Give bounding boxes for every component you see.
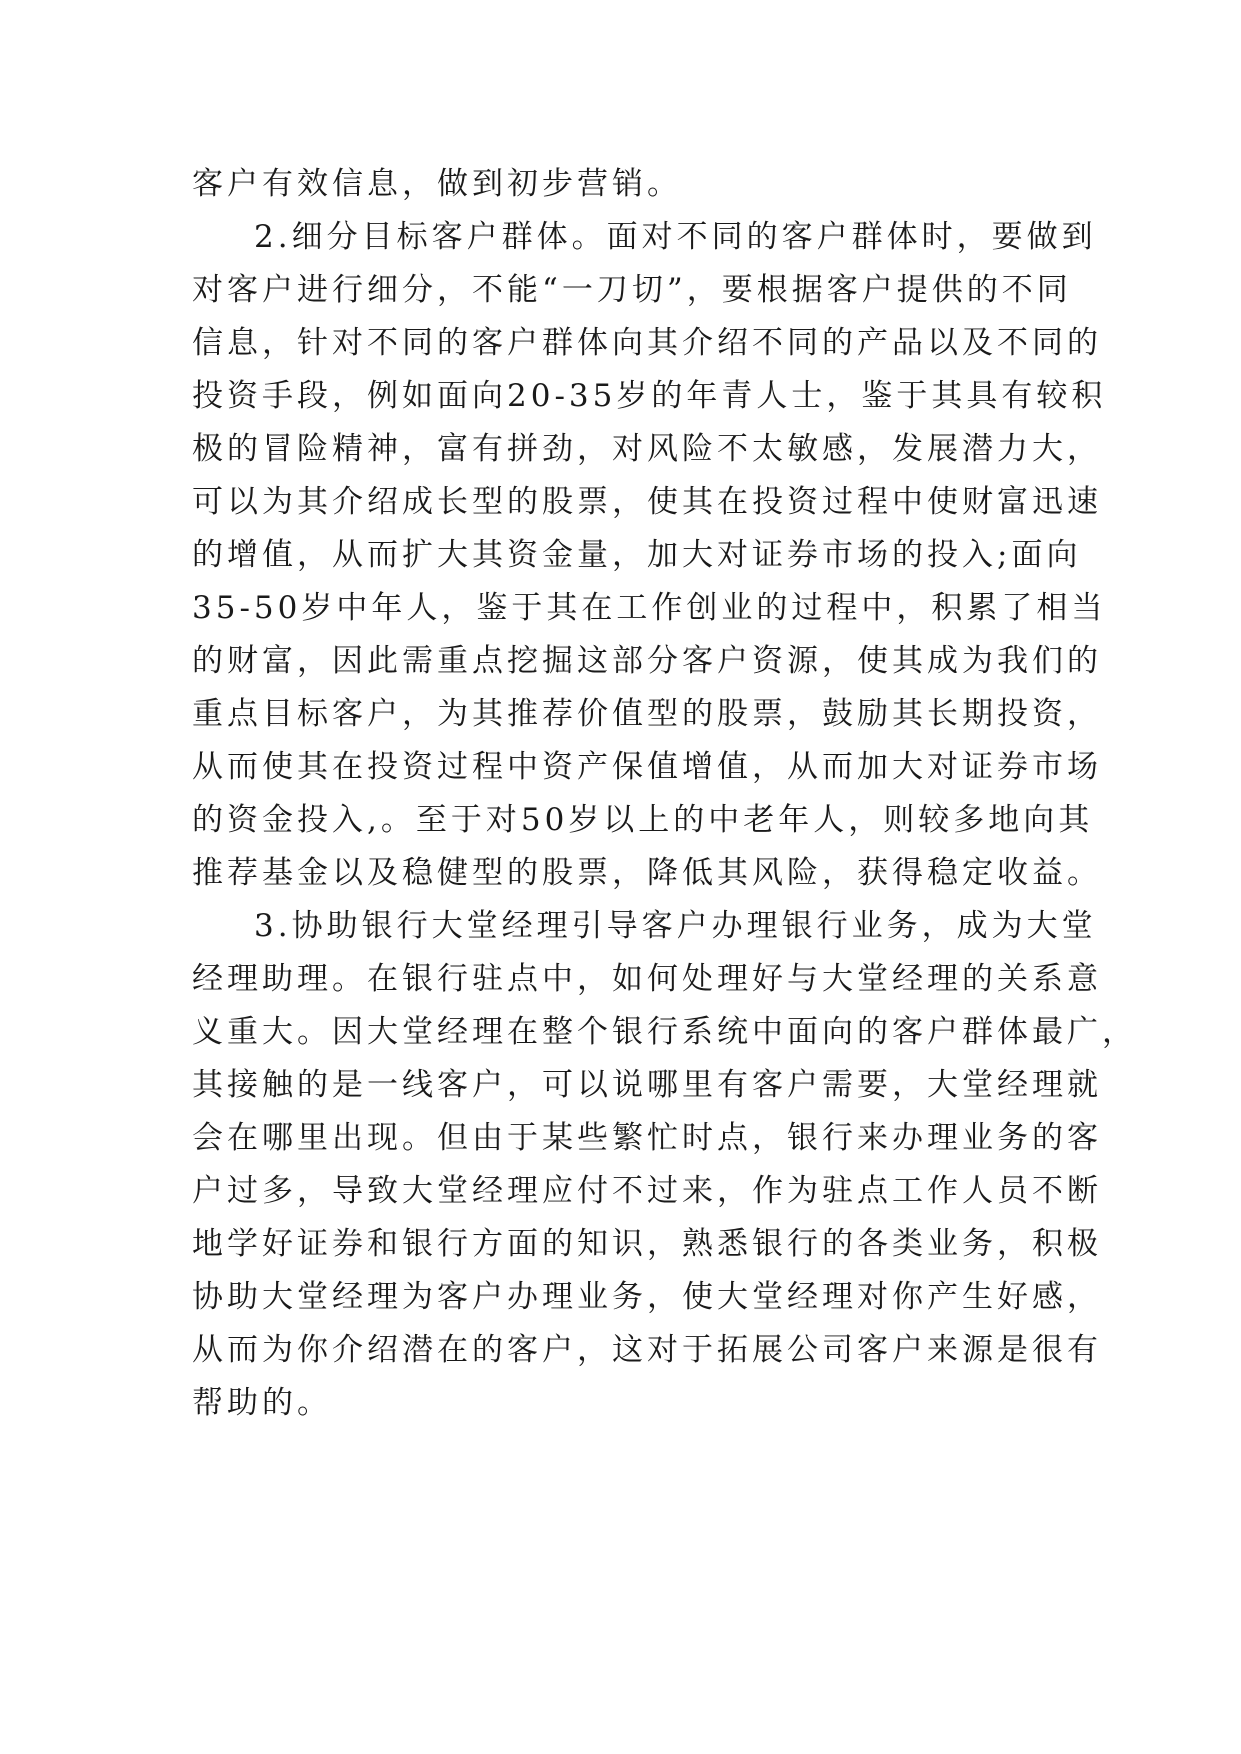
text-line: 协助大堂经理为客户办理业务，使大堂经理对你产生好感， <box>192 1279 1102 1315</box>
text-line: 信息，针对不同的客户群体向其介绍不同的产品以及不同的 <box>192 325 1102 361</box>
text-line: 2.细分目标客户群体。面对不同的客户群体时，要做到 <box>254 219 1097 255</box>
text-line: 的资金投入,。至于对50岁以上的中老年人，则较多地向其 <box>192 802 1094 838</box>
text-line: 经理助理。在银行驻点中，如何处理好与大堂经理的关系意 <box>192 961 1102 997</box>
text-line: 帮助的。 <box>192 1385 332 1421</box>
text-line: 3.协助银行大堂经理引导客户办理银行业务，成为大堂 <box>254 908 1097 944</box>
text-line: 会在哪里出现。但由于某些繁忙时点，银行来办理业务的客 <box>192 1120 1102 1156</box>
text-line: 35-50岁中年人，鉴于其在工作创业的过程中，积累了相当 <box>192 590 1107 626</box>
text-line: 从而为你介绍潜在的客户，这对于拓展公司客户来源是很有 <box>192 1332 1102 1368</box>
text-line: 重点目标客户，为其推荐价值型的股票，鼓励其长期投资， <box>192 696 1102 732</box>
text-line: 极的冒险精神，富有拼劲，对风险不太敏感，发展潜力大， <box>192 431 1102 467</box>
text-line: 投资手段，例如面向20-35岁的年青人士，鉴于其具有较积 <box>192 378 1107 414</box>
text-line: 从而使其在投资过程中资产保值增值，从而加大对证券市场 <box>192 749 1102 785</box>
text-line: 地学好证券和银行方面的知识，熟悉银行的各类业务，积极 <box>192 1226 1102 1262</box>
text-line: 其接触的是一线客户，可以说哪里有客户需要，大堂经理就 <box>192 1067 1102 1103</box>
text-line: 的财富，因此需重点挖掘这部分客户资源，使其成为我们的 <box>192 643 1102 679</box>
text-line: 的增值，从而扩大其资金量，加大对证券市场的投入;面向 <box>192 537 1082 573</box>
text-line: 义重大。因大堂经理在整个银行系统中面向的客户群体最广， <box>192 1014 1137 1050</box>
text-line: 可以为其介绍成长型的股票，使其在投资过程中使财富迅速 <box>192 484 1102 520</box>
text-line: 客户有效信息，做到初步营销。 <box>192 166 682 202</box>
text-line: 户过多，导致大堂经理应付不过来，作为驻点工作人员不断 <box>192 1173 1102 1209</box>
text-line: 对客户进行细分，不能“一刀切”，要根据客户提供的不同 <box>192 272 1072 308</box>
text-line: 推荐基金以及稳健型的股票，降低其风险，获得稳定收益。 <box>192 855 1102 891</box>
